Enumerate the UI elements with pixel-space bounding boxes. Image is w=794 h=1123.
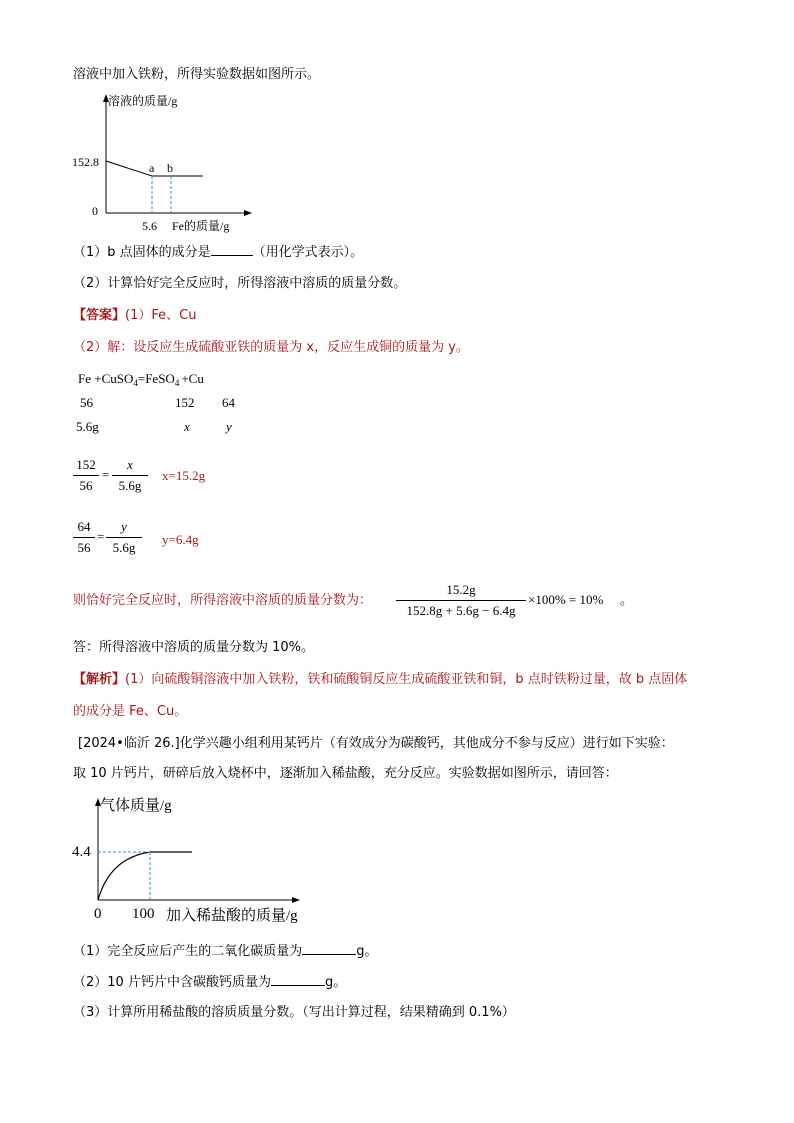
frac2-den: 56 [77,540,91,555]
analysis-tag: 【解析】 [73,672,126,687]
analysis-line-2: 的成分是 Fe、Cu。 [73,704,188,719]
frac1-rden: 5.6g [118,478,142,493]
p2q1-post: g。 [356,944,378,959]
mass-frac-den: 152.8g + 5.6g − 6.4g [406,603,516,618]
eq-unknown-x: x [184,419,190,434]
chart2-x-axis-arrow [292,897,300,903]
frac2-eq: = [97,529,105,544]
frac1-den: 56 [79,478,93,493]
chart2-series-curve [98,852,192,900]
p2-question-3: （3）计算所用稀盐酸的溶质质量分数。（写出计算过程，结果精确到 0.1%） [73,1005,515,1020]
chart1-x-axis-arrow [244,210,252,216]
frac1-num: 152 [76,457,96,472]
frac1-left [73,456,99,495]
q1-blank[interactable] [211,243,253,256]
mass-fraction-lead: 则恰好完全反应时，所得溶液中溶质的质量分数为： [73,593,373,608]
eq-unknown-y: y [226,419,232,434]
chart1-series-line [106,161,203,176]
chart2-xtick-0: 0 [94,906,102,922]
question-1 [73,243,363,262]
chart1-point-a: a [149,161,155,175]
chart1-ytick-0: 0 [92,204,98,218]
eq-given-5.6g: 5.6g [76,419,99,434]
chart1-point-b: b [167,161,173,175]
chart1-ylabel: 溶液的质量/g [108,94,178,108]
chart-gas-mass [70,792,330,927]
problem2-line-1: [2024•临沂 26.]化学兴趣小组利用某钙片（有效成分为碳酸钙，其他成分不参与反应）进行如下实验： [78,736,674,751]
eq-sub1: 4 [133,378,138,388]
eq-ratio-152: 152 [175,395,195,410]
mass-fraction-frac [396,581,526,620]
chart1-xlabel: Fe的质量/g [172,219,230,233]
chemical-equation [78,370,204,388]
mass-fraction-end: 。 [620,593,634,608]
eq-sub2: 4 [174,378,180,388]
q1-pre: （1）b 点固体的成分是 [73,245,211,260]
eq-fe: Fe [78,371,91,386]
chart1-xtick-5.6: 5.6 [142,219,157,233]
frac2-rnum: y [121,519,127,534]
conclusion: 答：所得溶液中溶质的质量分数为 10%。 [73,640,315,655]
question-2: （2）计算恰好完全反应时，所得溶液中溶质的质量分数。 [73,276,407,291]
p2q2-post: g。 [324,975,347,990]
eq-cuso: +CuSO [94,371,134,386]
answer-text: (1）Fe、Cu [125,308,197,323]
eq-ratio-56: 56 [80,395,93,410]
problem2-line-2: 取 10 片钙片，研碎后放入烧杯中，逐渐加入稀盐酸，充分反应。实验数据如图所示，请回答： [73,766,618,781]
frac1-rnum: x [127,457,133,472]
frac2-rden: 5.6g [112,540,136,555]
answer-line [73,307,196,325]
p2q1-blank[interactable] [302,942,356,955]
frac2-num: 64 [77,519,91,534]
intro-line: 溶液中加入铁粉，所得实验数据如图所示。 [73,67,321,82]
solution-intro: （2）解：设反应生成硫酸亚铁的质量为 x，反应生成铜的质量为 y。 [73,340,469,355]
p2-question-2 [73,973,346,992]
chart1-ytick-152.8: 152.8 [72,155,99,169]
analysis-text-1: (1）向硫酸铜溶液中加入铁粉，铁和硫酸铜反应生成硫酸亚铁和铜，b 点时铁粉过量，故 b 点固体 [125,672,688,687]
frac2-right [106,518,142,557]
p2q2-blank[interactable] [271,973,325,986]
frac1-result: x=15.2g [162,468,206,483]
analysis-line-1 [73,671,687,689]
frac1-right [112,456,148,495]
chart2-xlabel: 加入稀盐酸的质量/g [166,908,298,924]
chart2-ylabel: 气体质量/g [100,798,172,814]
p2-question-1 [73,942,378,961]
answer-tag: 【答案】 [73,308,126,323]
frac2-left [73,518,95,557]
q1-post: （用化学式表示）。 [252,245,364,260]
p2q2-pre: （2）10 片钙片中含碳酸钙质量为 [73,975,271,990]
eq-cu: +Cu [181,371,204,386]
chart2-xtick-100: 100 [132,906,155,922]
frac2-result: y=6.4g [162,532,199,547]
eq-feso: =FeSO [137,371,175,386]
eq-ratio-64: 64 [222,395,235,410]
chart-solution-mass [60,90,260,235]
mass-frac-num: 15.2g [446,582,476,597]
p2q1-pre: （1）完全反应后产生的二氧化碳质量为 [73,944,303,959]
chart2-ytick-4.4: 4.4 [72,844,91,860]
mass-fraction-tail: ×100% = 10% [528,592,604,607]
frac1-eq: = [102,467,110,482]
